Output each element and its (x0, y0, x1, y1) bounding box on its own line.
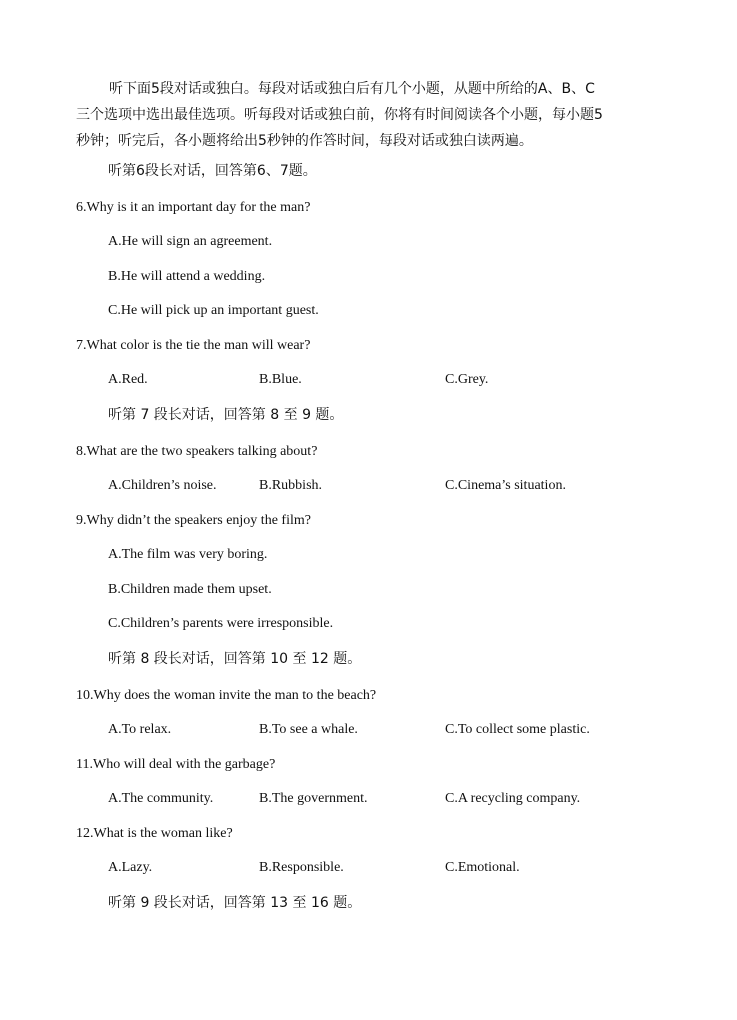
instructions-line-1: 听下面5段对话或独白。每段对话或独白后有几个小题，从题中所给的A、B、C (109, 81, 595, 97)
question-7: 7.What color is the tie the man will wear? (76, 338, 311, 353)
q11-option-c: C.A recycling company. (445, 791, 581, 806)
q7-option-b: B.Blue. (259, 372, 302, 387)
q10-option-b: B.To see a whale. (259, 722, 358, 737)
q12-option-c: C.Emotional. (445, 860, 520, 875)
q12-option-a: A.Lazy. (108, 860, 153, 875)
instructions-line-3: 秒钟；听完后，各小题将给出5秒钟的作答时间，每段对话或独白读两遍。 (76, 133, 533, 149)
q7-option-c: C.Grey. (445, 372, 489, 387)
question-9: 9.Why didn’t the speakers enjoy the film? (76, 513, 311, 528)
q8-option-c: C.Cinema’s situation. (445, 478, 566, 493)
q11-option-a: A.The community. (108, 791, 214, 806)
q9-option-a: A.The film was very boring. (108, 547, 268, 562)
section-heading-8: 听第 8 段长对话，回答第 10 至 12 题。 (108, 651, 362, 667)
q6-option-b: B.He will attend a wedding. (108, 269, 266, 284)
question-10: 10.Why does the woman invite the man to the beach? (76, 688, 377, 703)
q6-option-a: A.He will sign an agreement. (108, 234, 273, 249)
section-heading-6: 听第6段长对话，回答第6、7题。 (108, 163, 317, 179)
question-8: 8.What are the two speakers talking about? (76, 444, 318, 459)
question-6: 6.Why is it an important day for the man? (76, 200, 311, 215)
q11-option-b: B.The government. (259, 791, 368, 806)
instructions-line-2: 三个选项中选出最佳选项。听每段对话或独白前，你将有时间阅读各个小题，每小题5 (76, 107, 603, 123)
q6-option-c: C.He will pick up an important guest. (108, 303, 319, 318)
q10-option-c: C.To collect some plastic. (445, 722, 590, 737)
question-11: 11.Who will deal with the garbage? (76, 757, 276, 772)
q10-option-a: A.To relax. (108, 722, 172, 737)
section-heading-9: 听第 9 段长对话，回答第 13 至 16 题。 (108, 895, 362, 911)
question-12: 12.What is the woman like? (76, 826, 233, 841)
q9-option-b: B.Children made them upset. (108, 582, 272, 597)
section-heading-7: 听第 7 段长对话，回答第 8 至 9 题。 (108, 407, 344, 423)
q7-option-a: A.Red. (108, 372, 148, 387)
instructions-paragraph (76, 76, 664, 154)
q8-option-b: B.Rubbish. (259, 478, 323, 493)
q9-option-c: C.Children’s parents were irresponsible. (108, 616, 334, 631)
q8-option-a: A.Children’s noise. (108, 478, 217, 493)
q12-option-b: B.Responsible. (259, 860, 344, 875)
